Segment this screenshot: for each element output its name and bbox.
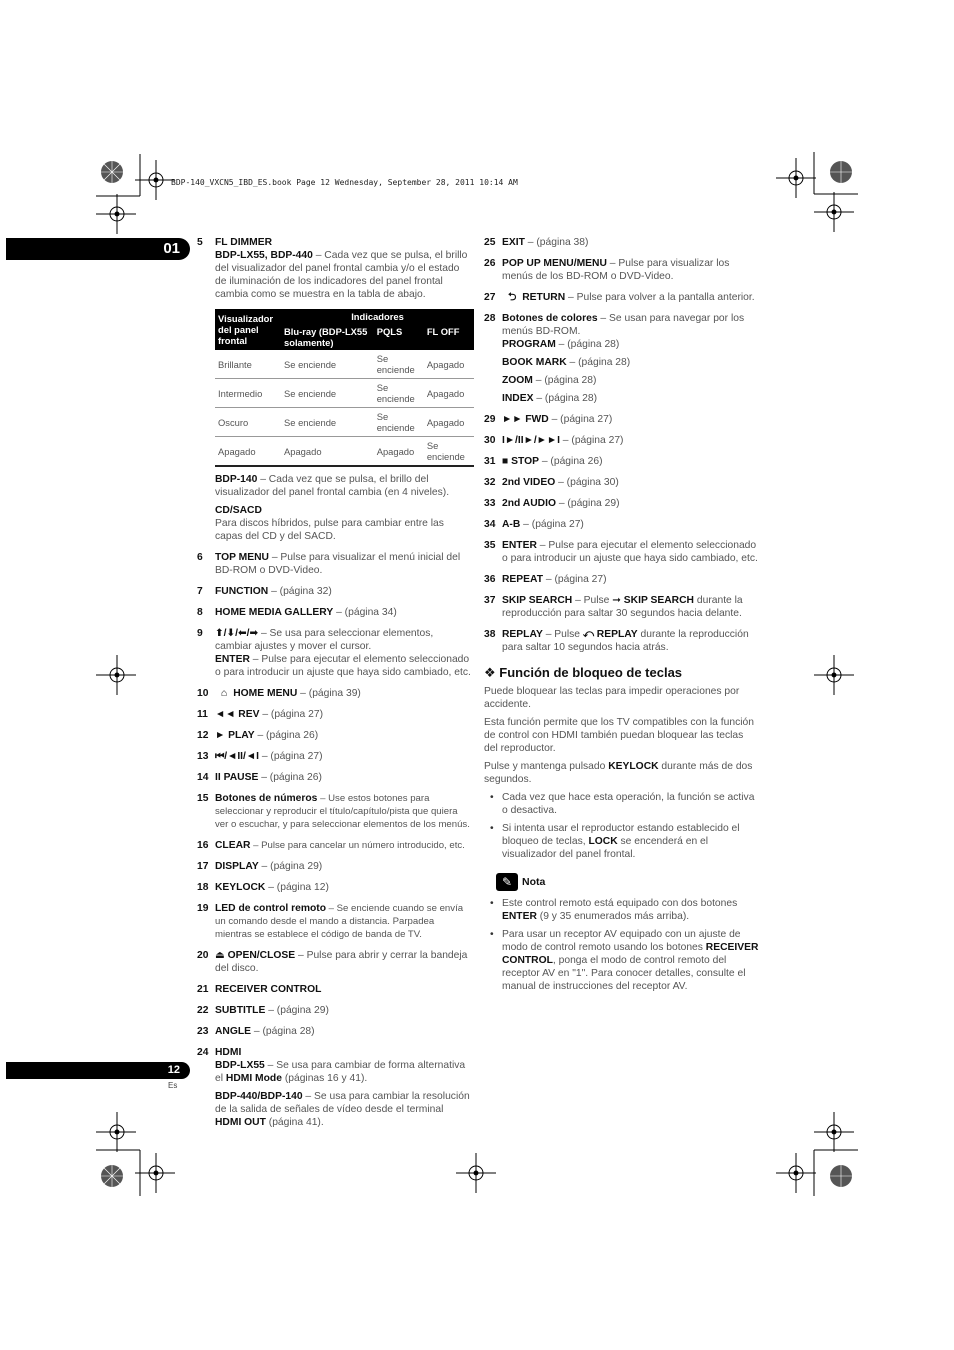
list-item: 32 2nd VIDEO – (página 30) (484, 477, 619, 488)
list-item: 11 ◄◄ REV – (página 27) (197, 709, 323, 720)
list-item: 28 Botones de colores – Se usan para navegar por los menús BD-ROM. PROGRAM – (página 28) BOOK MARK – (página 28) ZOOM – (página 28) INDEX – (página 28) (484, 313, 745, 404)
list-item: 16 CLEAR – Pulse para cancelar un número introducido, etc. (197, 840, 465, 851)
list-item: 12 ► PLAY – (página 26) (197, 730, 319, 741)
table-row: Apagado Apagado Apagado Se enciende (215, 437, 474, 467)
list-item: 19 LED de control remoto – Se enciende cuando se envía un comando desde el mando a distancia. Parpadea mientras se establece el código de banda de TV. (197, 903, 464, 940)
list-item: 21 RECEIVER CONTROL (197, 984, 322, 995)
list-item: 9 ⬆/⬇/⬅/➡ – Se usa para seleccionar elementos, cambiar ajustes y mover el cursor. ENTER – Pulse para ejecutar el elemento seleccionado o para introducir un ajuste que haya sido cambiado, etc. (197, 628, 471, 678)
diamond-bullet-icon: ❖ (484, 665, 500, 680)
page-language: Es (168, 1081, 178, 1090)
list-item: 34 A-B – (página 27) (484, 519, 584, 530)
skip-back-icon: ⏮/◄II/◄I (215, 751, 259, 762)
pencil-note-icon: ✎ (496, 873, 518, 891)
book-header: BDP-140_VXCN5_IBD_ES.book Page 12 Wednesday, September 28, 2011 10:14 AM (171, 178, 518, 187)
paragraph: Pulse y mantenga pulsado KEYLOCK durante más de dos segundos. (484, 761, 753, 785)
paragraph: Esta función permite que los TV compatibles con la función de control con HDMI también puedan bloquear las teclas del reproductor. (484, 717, 754, 754)
table-row: Oscuro Se enciende Se enciende Apagado (215, 408, 474, 437)
arrow-keys-icon: ⬆/⬇/⬅/➡ (215, 628, 259, 639)
table-row: Intermedio Se enciende Se enciende Apagado (215, 379, 474, 408)
list-item: 30 I►/II►/►►I – (página 27) (484, 435, 624, 446)
home-icon: ⌂ (221, 688, 228, 699)
list-item: 33 2nd AUDIO – (página 29) (484, 498, 620, 509)
list-item: 6 TOP MENU – Pulse para visualizar el menú inicial del BD-ROM o DVD-Video. (197, 552, 461, 576)
section-title: ❖ Función de bloqueo de teclas (484, 665, 683, 680)
skip-forward-icon: I►/II►/►►I (502, 435, 560, 446)
page-number: 12 (167, 1064, 180, 1076)
list-item: 29 ►► FWD – (página 27) (484, 414, 613, 425)
list-item: 17 DISPLAY – (página 29) (197, 861, 323, 872)
list-item: 36 REPEAT – (página 27) (484, 574, 607, 585)
fast-forward-icon: ►► (502, 414, 523, 425)
bullet-item: • Para usar un receptor AV equipado con un ajuste de modo de control remoto usando los botones RECEIVER CONTROL, ponga el modo de control remoto del receptor AV en "1". Para conocer detalles, consulte el manual de instrucciones del receptor AV. (484, 928, 759, 993)
list-item: 18 KEYLOCK – (página 12) (197, 882, 329, 893)
return-icon: ⮌ (508, 292, 517, 303)
list-item: 31 ■ STOP – (página 26) (484, 456, 603, 467)
list-item: 14 II PAUSE – (página 26) (197, 772, 322, 783)
table-row: Brillante Se enciende Se enciende Apagado (215, 350, 474, 379)
list-item: 13 ⏮/◄II/◄I – (página 27) (197, 751, 323, 762)
bullet-item: • Cada vez que hace esta operación, la función se activa o desactiva. (484, 791, 759, 817)
list-item: 38 REPLAY – Pulse ⤺ REPLAY durante la reproducción para saltar 10 segundos hacia atrás. (484, 629, 749, 653)
list-item: 22 SUBTITLE – (página 29) (197, 1005, 329, 1016)
pause-icon: II (215, 772, 221, 783)
list-item: 5 FL DIMMER BDP-LX55, BDP-440 – Cada vez que se pulsa, el brillo del visualizador del panel frontal cambia y/o el estado de iluminación de los indicadores del panel frontal cambia como se muestra en la tabla de abajo. Visualizador del panel frontal Indicadores Blu-ray (BDP-LX55 solamente) PQLS FL OFF Brillante Se enciende Se enciende Apagado Intermedio Se enciende Se enciende Apagado Oscuro Se enciende Se enciende Apagado Apagado Apagado Apagado Se enciende BDP-140 – Cada vez que se pulsa, el brillo del visualizador del panel frontal cambia (en 4 niveles). CD/SACD Para discos híbridos, pulse para cambiar entre las capas del CD y del SACD. (197, 236, 472, 543)
list-item: 25 EXIT – (página 38) (484, 237, 589, 248)
page-number-tab (6, 1062, 190, 1079)
skip-search-icon: ➞ (612, 595, 621, 606)
list-item: 8 HOME MEDIA GALLERY – (página 34) (197, 607, 397, 618)
left-column (197, 236, 472, 1137)
stop-icon: ■ (502, 456, 509, 467)
eject-icon: ⏏ (215, 950, 225, 961)
list-item: 37 SKIP SEARCH – Pulse ➞ SKIP SEARCH durante la reproducción para saltar 30 segundos hacia delante. (484, 595, 743, 619)
list-item: 15 Botones de números – Use estos botones para seleccionar y reproducir el título/capítulo/pista que quiera ver o escuchar, y para seleccionar elementos de los menús. (197, 793, 470, 830)
right-column (484, 236, 759, 998)
chapter-tab (6, 238, 190, 260)
list-item: 20 ⏏ OPEN/CLOSE – Pulse para abrir y cerrar la bandeja del disco. (197, 950, 468, 974)
list-item: 10 ⌂ HOME MENU – (página 39) (197, 688, 361, 699)
item-title: FL DIMMER (215, 237, 273, 248)
list-item: 26 POP UP MENU/MENU – Pulse para visualizar los menús de los BD-ROM o DVD-Video. (484, 258, 730, 282)
rewind-icon: ◄◄ (215, 709, 236, 720)
bullet-item: • Este control remoto está equipado con dos botones ENTER (9 y 35 enumerados más arriba). (484, 897, 759, 923)
list-item: 27 ⮌ RETURN – Pulse para volver a la pantalla anterior. (484, 292, 755, 303)
play-icon: ► (215, 730, 226, 741)
list-item: 24 HDMI BDP-LX55 – Se usa para cambiar de forma alternativa el HDMI Mode (páginas 16 y 41). BDP-440/BDP-140 – Se usa para cambiar la resolución de la salida de señales de vídeo desde el terminal HDMI OUT (página 41). (197, 1047, 470, 1128)
note-header: ✎ Nota (496, 873, 759, 891)
fl-dimmer-table: Visualizador del panel frontal Indicadores Blu-ray (BDP-LX55 solamente) PQLS FL OFF Brillante Se enciende Se enciende Apagado Intermedio Se enciende Se enciende Apagado Oscuro Se enciende Se enciende Apagado Apagado Apagado Apagado Se enciende (215, 309, 474, 467)
chapter-number: 01 (163, 240, 180, 257)
list-item: 23 ANGLE – (página 28) (197, 1026, 315, 1037)
bullet-item: • Si intenta usar el reproductor estando establecido el bloqueo de teclas, LOCK se encenderá en el visualizador del panel frontal. (484, 822, 759, 861)
list-item: 35 ENTER – Pulse para ejecutar el elemento seleccionado o para introducir un ajuste que haya sido cambiado, etc. (484, 540, 758, 564)
paragraph: Puede bloquear las teclas para impedir operaciones por accidente. (484, 686, 740, 710)
list-item: 7 FUNCTION – (página 32) (197, 586, 332, 597)
replay-icon: ⤺ (582, 629, 594, 640)
